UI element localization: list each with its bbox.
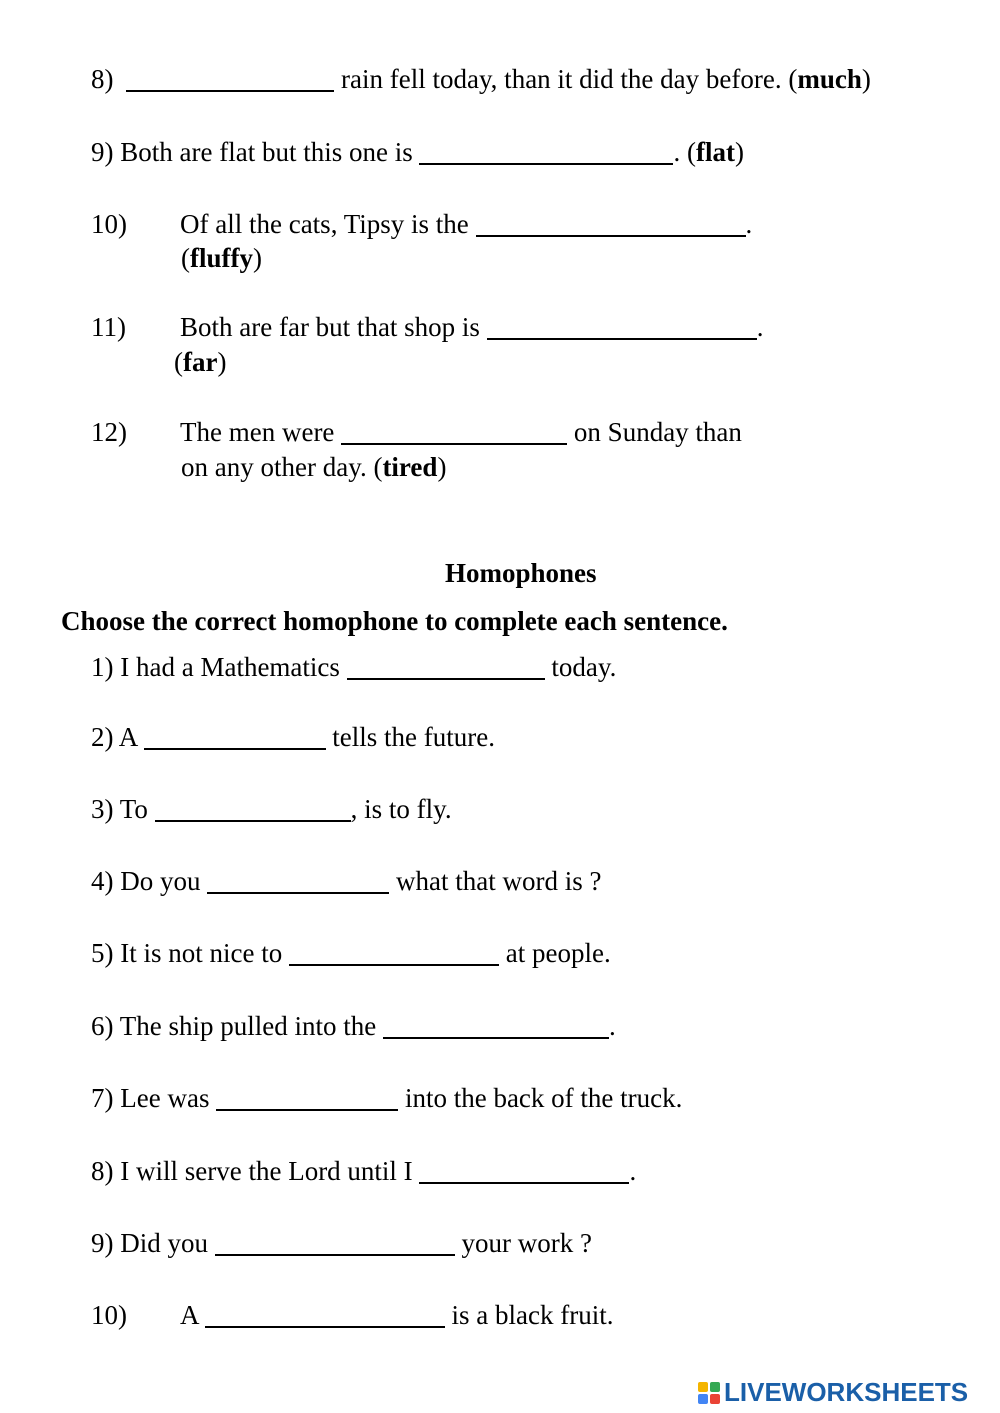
comparative-item-8	[91, 62, 871, 96]
homophone-item-2	[91, 720, 495, 754]
hint-word: flat	[695, 137, 735, 167]
item-number: 9)	[91, 137, 114, 167]
close-paren: )	[253, 243, 262, 273]
answer-blank[interactable]	[126, 64, 334, 92]
hint-word: far	[183, 347, 218, 377]
answer-blank[interactable]	[144, 722, 326, 750]
homophone-item-10	[91, 1298, 613, 1332]
sentence-text: what that word is ?	[389, 866, 602, 896]
sentence-text: Both are far but that shop is	[180, 312, 487, 342]
item-number: 2)	[91, 722, 114, 752]
hint-word: tired	[382, 452, 438, 482]
sentence-text: Both are flat but this one is	[120, 137, 420, 167]
logo-square	[710, 1382, 720, 1392]
answer-blank[interactable]	[216, 1083, 398, 1111]
logo-text: LIVEWORKSHEETS	[724, 1377, 969, 1407]
comparative-item-10	[91, 207, 752, 241]
item-number: 8)	[91, 64, 114, 94]
sentence-text: Do you	[120, 866, 208, 896]
sentence-text: The ship pulled into the	[119, 1011, 383, 1041]
open-paren: (	[181, 243, 190, 273]
item-number: 4)	[91, 866, 114, 896]
close-paren: )	[734, 137, 744, 167]
homophone-item-3	[91, 792, 452, 826]
close-paren: )	[437, 452, 447, 482]
sentence-text: To	[119, 794, 155, 824]
sentence-text: tells the future.	[325, 722, 495, 752]
close-paren: )	[861, 64, 871, 94]
item-number: 9)	[91, 1228, 114, 1258]
homophone-item-5	[91, 936, 611, 970]
sentence-text: .	[756, 312, 764, 342]
answer-blank[interactable]	[155, 794, 351, 822]
item-number: 1)	[91, 652, 114, 682]
sentence-text: is a black fruit.	[444, 1300, 614, 1330]
sentence-text: .	[608, 1011, 616, 1041]
sentence-text: today.	[544, 652, 617, 682]
answer-blank[interactable]	[215, 1228, 455, 1256]
item-number: 12)	[91, 417, 127, 447]
item-number: 5)	[91, 938, 114, 968]
answer-blank[interactable]	[419, 1156, 629, 1184]
sentence-text: The men were	[180, 417, 342, 447]
comparative-item-11-line2	[174, 345, 226, 379]
homophone-item-6	[91, 1009, 616, 1043]
sentence-text: Lee was	[120, 1083, 217, 1113]
item-number: 10)	[91, 1300, 127, 1330]
sentence-text: A	[180, 1300, 205, 1330]
sentence-text: on any other day. (	[181, 452, 383, 482]
sentence-text: Of all the cats, Tipsy is the	[180, 209, 476, 239]
homophone-item-1	[91, 650, 616, 684]
item-number: 10)	[91, 209, 127, 239]
homophone-item-9	[91, 1226, 592, 1260]
liveworksheets-logo	[698, 1377, 968, 1408]
sentence-text: , is to fly.	[350, 794, 452, 824]
sentence-text: .	[629, 1156, 637, 1186]
sentence-text: I had a Mathematics	[120, 652, 347, 682]
sentence-text: .	[745, 209, 753, 239]
logo-square	[710, 1394, 720, 1404]
answer-blank[interactable]	[487, 312, 757, 340]
hint-word: fluffy	[190, 243, 253, 273]
item-number: 3)	[91, 794, 114, 824]
answer-blank[interactable]	[341, 417, 567, 445]
item-number: 11)	[91, 312, 126, 342]
homophone-item-7	[91, 1081, 682, 1115]
section-title: Homophones	[445, 558, 597, 588]
logo-square	[698, 1382, 708, 1392]
sentence-text: rain fell today, than it did the day before. (	[334, 64, 798, 94]
sentence-text: your work ?	[454, 1228, 592, 1258]
homophone-item-8	[91, 1154, 636, 1188]
comparative-item-10-line2	[181, 241, 262, 275]
answer-blank[interactable]	[347, 652, 545, 680]
sentence-text: It is not nice to	[120, 938, 289, 968]
answer-blank[interactable]	[207, 866, 389, 894]
answer-blank[interactable]	[476, 209, 746, 237]
item-number: 8)	[91, 1156, 114, 1186]
comparative-item-12-line2	[181, 450, 446, 484]
answer-blank[interactable]	[419, 137, 673, 165]
item-number: 7)	[91, 1083, 114, 1113]
instructions: Choose the correct homophone to complete each sentence.	[61, 606, 728, 636]
item-number: 6)	[91, 1011, 114, 1041]
comparative-item-9	[91, 135, 744, 169]
sentence-text: I will serve the Lord until I	[120, 1156, 420, 1186]
comparative-item-12	[91, 415, 742, 449]
hint-word: much	[797, 64, 862, 94]
answer-blank[interactable]	[205, 1300, 445, 1328]
logo-square	[698, 1394, 708, 1404]
comparative-item-11	[91, 310, 763, 344]
open-paren: (	[174, 347, 183, 377]
sentence-text: . (	[673, 137, 696, 167]
answer-blank[interactable]	[289, 938, 499, 966]
sentence-text: Did you	[120, 1228, 215, 1258]
sentence-text: A	[118, 722, 144, 752]
sentence-text: into the back of the truck.	[398, 1083, 683, 1113]
answer-blank[interactable]	[383, 1011, 609, 1039]
logo-grid-icon	[698, 1382, 720, 1404]
homophone-item-4	[91, 864, 601, 898]
sentence-text: at people.	[498, 938, 611, 968]
sentence-text: on Sunday than	[567, 417, 742, 447]
close-paren: )	[217, 347, 227, 377]
